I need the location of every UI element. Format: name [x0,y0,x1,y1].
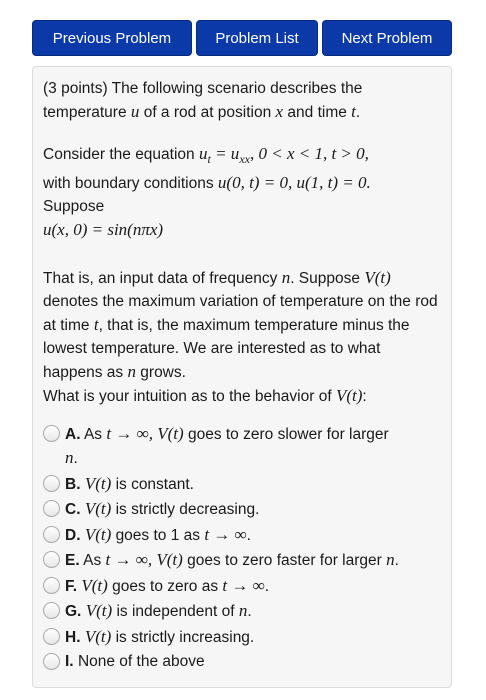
choice-text-part: is independent of [116,603,235,621]
choice-text [65,548,443,572]
radio-button[interactable] [43,653,60,670]
choice-text-part: goes to zero faster for larger [187,552,382,570]
choice-text-part: goes to zero as [112,577,219,595]
choice-text-part: None of the above [77,653,205,671]
choice-text-part: goes to zero slower for larger [187,426,389,444]
choice-text [65,625,443,649]
choice-math: t → ∞, V(t) [105,550,183,570]
choice-text-part: goes to 1 as [115,526,201,544]
radio-button[interactable] [43,577,60,594]
choice-text [65,422,443,470]
explanation-text: . Suppose [290,270,360,288]
choice-b[interactable] [43,472,443,496]
radio-button[interactable] [43,475,60,492]
problem-content [43,77,443,675]
math-t: t [93,315,99,335]
choice-label: G. [65,603,82,621]
choice-text-part: . [264,577,270,595]
suppose-text: Suppose [43,198,105,216]
math-subscript: xx [239,152,250,167]
explanation-text: grows. [140,364,186,382]
choice-math: V(t) [84,473,112,493]
radio-button[interactable] [43,602,60,619]
choice-a[interactable] [43,422,443,470]
next-problem-button[interactable]: Next Problem [322,20,452,56]
choice-text-part: is constant. [115,475,194,493]
choice-label: D. [65,526,81,544]
choice-text-part: As [83,426,103,444]
choice-c[interactable] [43,497,443,521]
math-equation: u [198,144,208,163]
choice-text [65,523,443,547]
choice-text-part: . [246,526,251,544]
choice-text-part: As [83,552,102,570]
explanation-text: denotes the maximum variation of temperature on the rod at time [43,293,438,335]
choice-math: n [238,601,248,621]
choice-label: E. [65,552,80,570]
choice-math: t → ∞ [204,524,247,544]
choice-label: B. [65,475,81,493]
choice-f[interactable] [43,574,443,598]
intro-text: . [355,104,361,121]
boundary-text: with boundary conditions [43,175,214,193]
problem-navigation [32,20,452,56]
choice-label: C. [65,501,81,519]
math-vt: V(t) [364,268,391,288]
answer-choices [43,422,443,673]
problem-intro [43,77,443,124]
choice-text [65,497,443,521]
choice-math: n [386,550,395,570]
question-text: : [362,388,367,406]
choice-label: F. [65,577,78,595]
equation-block [43,142,443,242]
choice-text [65,472,443,496]
explanation-block [43,266,443,408]
choice-math: V(t) [85,601,113,621]
intro-text: The following scenario describes the temperature [43,80,363,121]
choice-e[interactable] [43,548,443,572]
math-boundary: u(0, t) = 0, u(1, t) = 0. [217,173,371,193]
explanation-text: That is, an input data of frequency [43,270,278,288]
math-subscript: t [207,152,211,167]
radio-button[interactable] [43,628,60,645]
previous-problem-button[interactable]: Previous Problem [32,20,192,56]
choice-label: I. [65,653,74,671]
choice-d[interactable] [43,523,443,547]
choice-g[interactable] [43,599,443,623]
math-vt: V(t) [335,386,363,406]
problem-list-button[interactable]: Problem List [196,20,318,56]
explanation-text: , that is, the maximum temperature minus the lowest temperature. We are interested as to what happens as [43,317,410,382]
choice-i[interactable] [43,650,443,673]
choice-label: H. [65,628,81,646]
choice-h[interactable] [43,625,443,649]
choice-math: V(t) [84,524,112,544]
math-n: n [281,268,291,288]
math-equation: = u [210,144,240,163]
math-t: t [351,102,356,121]
math-u: u [130,102,140,121]
choice-text-part: is strictly decreasing. [115,501,260,519]
radio-button[interactable] [43,500,60,517]
choice-text-part: . [73,450,78,468]
math-x: x [275,102,284,121]
choice-label: A. [65,426,81,444]
question-text: What is your intuition as to the behavior of [43,388,332,406]
choice-text-part: . [247,603,252,621]
math-equation: , 0 < x < 1, t > 0, [249,144,369,163]
radio-button[interactable] [43,526,60,543]
choice-text [65,574,443,598]
points-label: (3 points) [43,80,108,97]
choice-math: V(t) [81,575,108,595]
choice-text-part: is strictly increasing. [115,628,255,646]
math-n: n [127,362,136,382]
choice-math: t → ∞, V(t) [106,424,184,444]
problem-panel [32,66,452,688]
radio-button[interactable] [43,551,60,568]
math-initial-condition: u(x, 0) = sin(nπx) [43,220,164,240]
choice-text [65,650,443,673]
equation-text: Consider the equation [43,146,195,163]
intro-text: of a rod at position [143,104,272,121]
choice-math: t → ∞ [222,575,265,595]
choice-text-part: . [394,552,399,570]
choice-math: V(t) [84,499,112,519]
choice-math: n [65,448,74,468]
choice-math: V(t) [84,626,112,646]
intro-text: and time [287,104,347,121]
radio-button[interactable] [43,425,60,442]
choice-text [65,599,443,623]
